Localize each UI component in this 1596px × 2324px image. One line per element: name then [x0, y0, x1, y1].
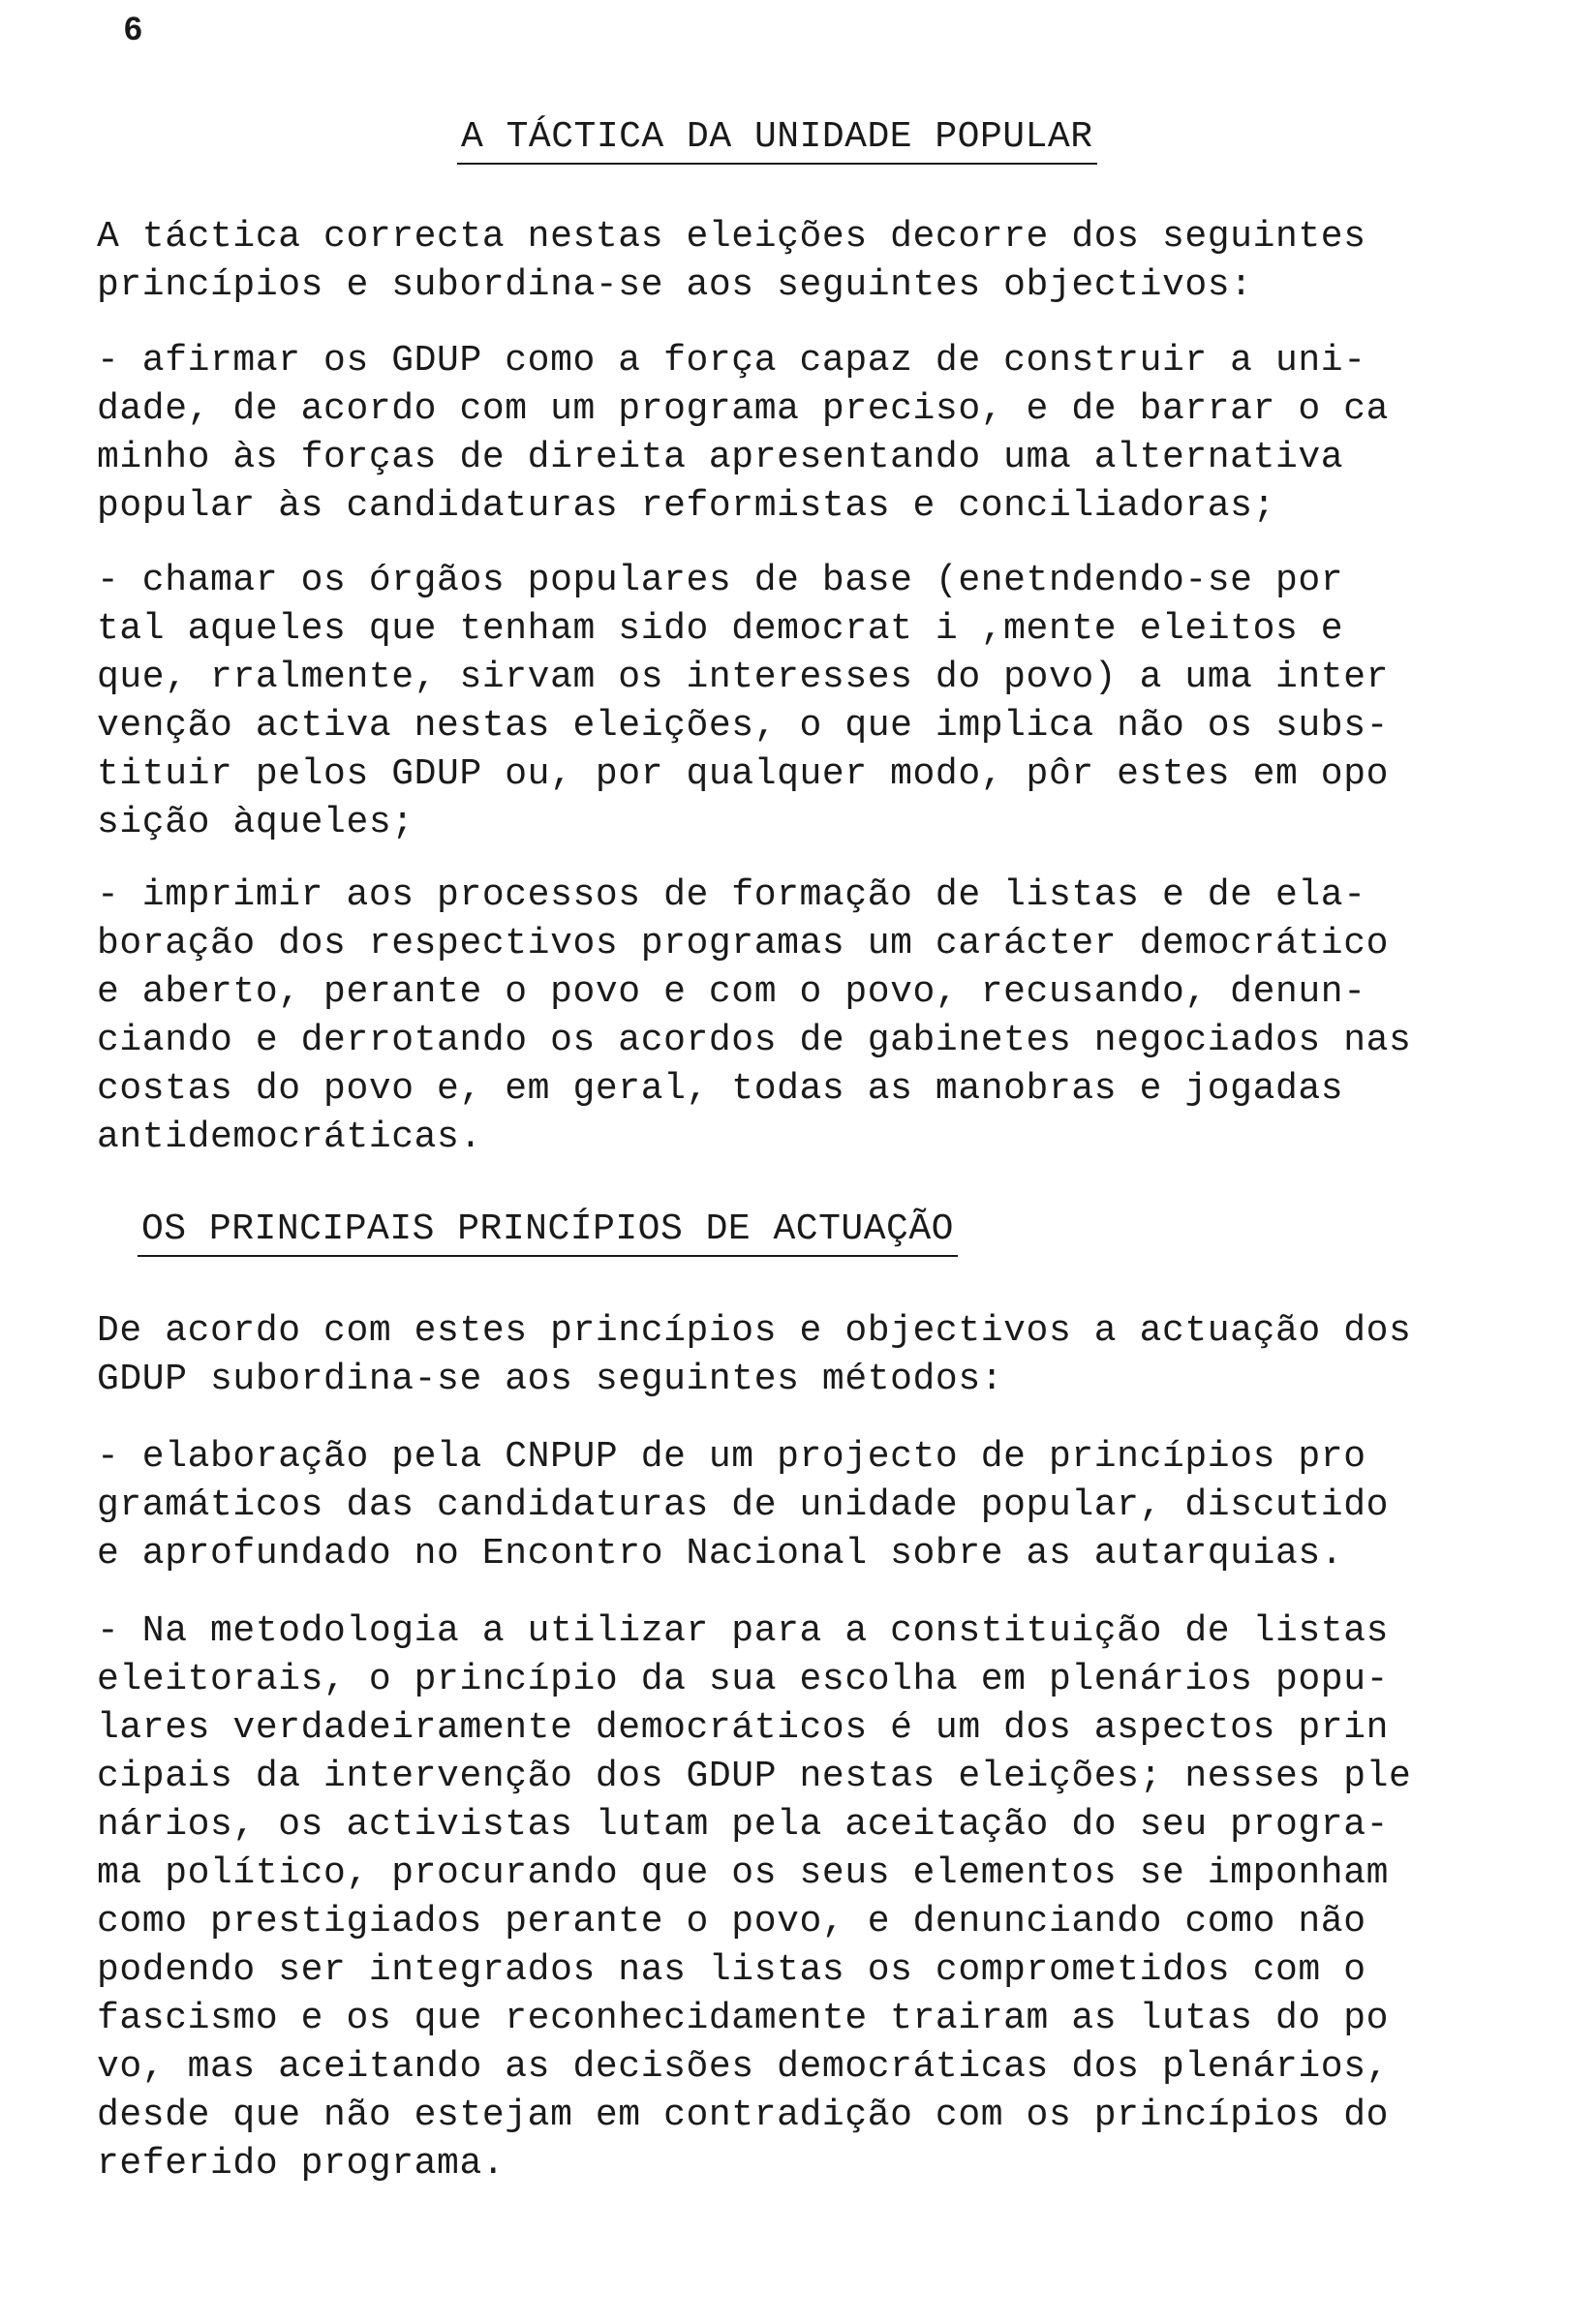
section-title-tactica	[461, 116, 1093, 159]
title-underline	[457, 163, 1097, 165]
paragraph-intro-principios: De acordo com estes princípios e objectivos a actuação dos GDUP subordina-se aos seguintes métodos:	[97, 1310, 1412, 1400]
section-title-principios	[141, 1208, 954, 1251]
list-item-metodologia: - Na metodologia a utilizar para a constituição de listas eleitorais, o princípio da sua escolha em plenários popu- lares verdadeiramente democráticos é um dos aspectos prin cipais da intervenção dos GDUP nestas eleições; nesses ple nários, os activistas lutam pela aceitação do seu progra- ma político, procurando que os seus elementos se imponham como prestigiados perante o povo, e denunciando como não podendo ser integrados nas listas os comprometidos com o fascismo e os que reconhecidamente trairam as lutas do po vo, mas aceitando as decisões democráticas dos plenários, desde que não estejam em contradição com os princípios do referido programa.	[97, 1610, 1412, 2185]
list-item-chamar: - chamar os órgãos populares de base (enetndendo-se por tal aqueles que tenham sido democrat i ,mente eleitos e que, rralmente, sirvam os interesses do povo) a uma inter venção activa nestas eleições, o que implica não os subs- tituir pelos GDUP ou, por qualquer modo, pôr estes em opo sição àqueles;	[97, 560, 1390, 843]
paragraph-intro: A táctica correcta nestas eleições decorre dos seguintes princípios e subordina-se aos seguintes objectivos:	[97, 216, 1366, 306]
page-number: 6	[124, 11, 142, 47]
list-item-imprimir: - imprimir aos processos de formação de listas e de ela- boração dos respectivos programas um carácter democrático e aberto, perante o povo e com o povo, recusando, denun- ciando e derrotando os acordos de gabinetes negociados nas costas do povo e, em geral, todas as manobras e jogadas antidemocráticas.	[97, 874, 1412, 1158]
title-underline	[138, 1255, 958, 1257]
section-title-principios-text: OS PRINCIPAIS PRINCÍPIOS DE ACTUAÇÃO	[141, 1208, 954, 1250]
list-item-afirmar: - afirmar os GDUP como a força capaz de construir a uni- dade, de acordo com um programa preciso, e de barrar o ca minho às forças de direita apresentando uma alternativa popular às candidaturas reformistas e conciliadoras;	[97, 340, 1390, 527]
list-item-elaboracao: - elaboração pela CNPUP de um projecto de princípios pro gramáticos das candidaturas de unidade popular, discutido e aprofundado no Encontro Nacional sobre as autarquias.	[97, 1436, 1390, 1575]
section-title-tactica-text: A TÁCTICA DA UNIDADE POPULAR	[461, 116, 1093, 158]
